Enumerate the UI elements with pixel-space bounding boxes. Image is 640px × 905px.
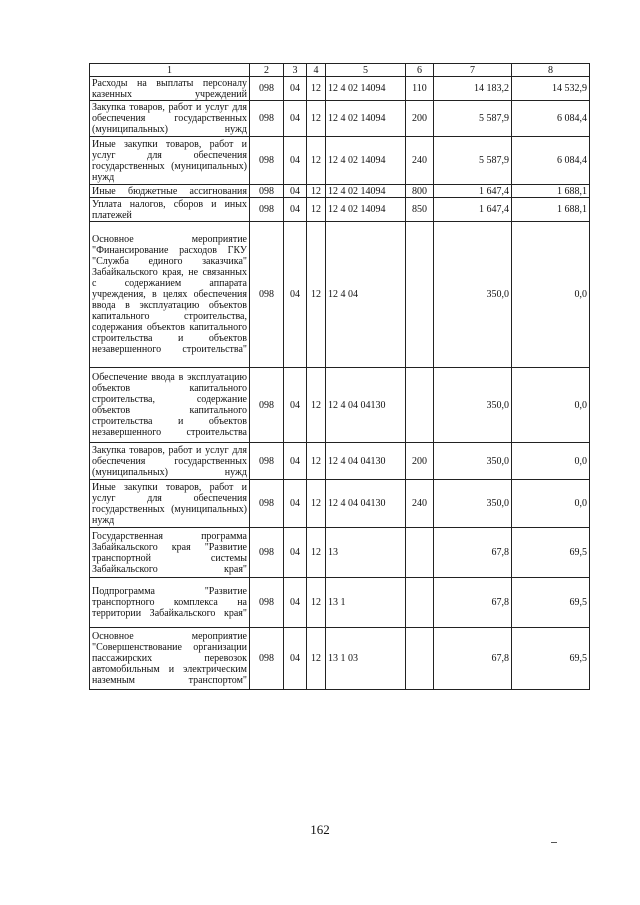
cell-section: 04 — [284, 77, 307, 101]
cell-ministry-code: 098 — [250, 528, 284, 578]
col-header-8: 8 — [512, 64, 590, 77]
cell-target-article: 12 4 04 04130 — [326, 368, 406, 443]
cell-amount-year1: 67,8 — [434, 628, 512, 690]
cell-subsection: 12 — [307, 368, 326, 443]
cell-section: 04 — [284, 101, 307, 137]
cell-ministry-code: 098 — [250, 480, 284, 528]
table-row — [90, 628, 590, 690]
cell-subsection: 12 — [307, 101, 326, 137]
row-description: Закупка товаров, работ и услуг для обеспечения государственных (муниципальных) нужд — [90, 443, 250, 480]
cell-section: 04 — [284, 443, 307, 480]
cell-section: 04 — [284, 528, 307, 578]
cell-section: 04 — [284, 628, 307, 690]
cell-ministry-code: 098 — [250, 101, 284, 137]
cell-amount-year1: 1 647,4 — [434, 185, 512, 198]
col-header-6: 6 — [406, 64, 434, 77]
row-description: Государственная программа Забайкальского края "Развитие транспортной системы Забайкальского края" — [90, 528, 250, 578]
table-row — [90, 528, 590, 578]
table-row — [90, 443, 590, 480]
cell-target-article: 12 4 02 14094 — [326, 198, 406, 222]
cell-expense-type — [406, 578, 434, 628]
table-row — [90, 578, 590, 628]
cell-amount-year2: 1 688,1 — [512, 185, 590, 198]
cell-ministry-code: 098 — [250, 198, 284, 222]
cell-amount-year2: 6 084,4 — [512, 101, 590, 137]
cell-section: 04 — [284, 222, 307, 368]
cell-subsection: 12 — [307, 185, 326, 198]
row-description: Иные бюджетные ассигнования — [90, 185, 250, 198]
row-description: Иные закупки товаров, работ и услуг для обеспечения государственных (муниципальных) нужд — [90, 480, 250, 528]
row-description: Подпрограмма "Развитие транспортного комплекса на территории Забайкальского края" — [90, 578, 250, 628]
cell-subsection: 12 — [307, 137, 326, 185]
table-row — [90, 480, 590, 528]
cell-subsection: 12 — [307, 77, 326, 101]
col-header-2: 2 — [250, 64, 284, 77]
cell-amount-year1: 350,0 — [434, 222, 512, 368]
row-description: Уплата налогов, сборов и иных платежей — [90, 198, 250, 222]
cell-ministry-code: 098 — [250, 443, 284, 480]
cell-amount-year1: 67,8 — [434, 528, 512, 578]
cell-amount-year2: 6 084,4 — [512, 137, 590, 185]
cell-amount-year1: 1 647,4 — [434, 198, 512, 222]
cell-ministry-code: 098 — [250, 222, 284, 368]
col-header-7: 7 — [434, 64, 512, 77]
table-row — [90, 185, 590, 198]
cell-subsection: 12 — [307, 198, 326, 222]
table-row — [90, 77, 590, 101]
table-row — [90, 198, 590, 222]
col-header-5: 5 — [326, 64, 406, 77]
cell-amount-year2: 1 688,1 — [512, 198, 590, 222]
cell-target-article: 12 4 04 — [326, 222, 406, 368]
row-description: Основное мероприятие "Финансирование расходов ГКУ "Служба единого заказчика" Забайкальского края, не связанных с содержанием аппарата учреждения, в целях обеспечения ввода в эксплуатацию объектов капитального строительства, содержания объектов капитального строительства и объектов незавершенного строительства" — [90, 222, 250, 368]
cell-amount-year2: 69,5 — [512, 578, 590, 628]
cell-target-article: 13 1 — [326, 578, 406, 628]
col-header-4: 4 — [307, 64, 326, 77]
cell-target-article: 12 4 02 14094 — [326, 101, 406, 137]
cell-amount-year1: 350,0 — [434, 368, 512, 443]
row-description: Основное мероприятие "Совершенствование организации пассажирских перевозок автомобильным и электрическим наземным транспортом" — [90, 628, 250, 690]
cell-target-article: 12 4 02 14094 — [326, 185, 406, 198]
cell-amount-year2: 0,0 — [512, 368, 590, 443]
cell-ministry-code: 098 — [250, 137, 284, 185]
cell-expense-type — [406, 222, 434, 368]
table-row — [90, 368, 590, 443]
table-row — [90, 101, 590, 137]
cell-ministry-code: 098 — [250, 628, 284, 690]
page-number: 162 — [310, 822, 330, 837]
table-header-row — [90, 64, 590, 77]
cell-amount-year2: 0,0 — [512, 480, 590, 528]
col-header-1: 1 — [90, 64, 250, 77]
cell-amount-year2: 69,5 — [512, 628, 590, 690]
cell-subsection: 12 — [307, 628, 326, 690]
cell-expense-type: 200 — [406, 443, 434, 480]
cell-section: 04 — [284, 185, 307, 198]
cell-section: 04 — [284, 480, 307, 528]
cell-target-article: 12 4 04 04130 — [326, 443, 406, 480]
cell-ministry-code: 098 — [250, 368, 284, 443]
cell-subsection: 12 — [307, 443, 326, 480]
budget-table — [89, 63, 590, 690]
cell-expense-type: 110 — [406, 77, 434, 101]
margin-mark — [551, 842, 557, 843]
row-description: Закупка товаров, работ и услуг для обеспечения государственных (муниципальных) нужд — [90, 101, 250, 137]
cell-target-article: 12 4 02 14094 — [326, 137, 406, 185]
cell-ministry-code: 098 — [250, 185, 284, 198]
cell-amount-year1: 14 183,2 — [434, 77, 512, 101]
cell-expense-type: 240 — [406, 137, 434, 185]
row-description: Иные закупки товаров, работ и услуг для обеспечения государственных (муниципальных) нужд — [90, 137, 250, 185]
row-description: Расходы на выплаты персоналу казенных учреждений — [90, 77, 250, 101]
cell-target-article: 12 4 04 04130 — [326, 480, 406, 528]
cell-amount-year1: 5 587,9 — [434, 137, 512, 185]
cell-expense-type: 240 — [406, 480, 434, 528]
cell-section: 04 — [284, 578, 307, 628]
cell-section: 04 — [284, 137, 307, 185]
cell-subsection: 12 — [307, 528, 326, 578]
cell-expense-type — [406, 628, 434, 690]
cell-expense-type: 850 — [406, 198, 434, 222]
cell-expense-type: 200 — [406, 101, 434, 137]
cell-amount-year2: 69,5 — [512, 528, 590, 578]
row-description: Обеспечение ввода в эксплуатацию объектов капитального строительства, содержание объектов капитального строительства и объектов незавершенного строительства — [90, 368, 250, 443]
cell-subsection: 12 — [307, 480, 326, 528]
cell-amount-year2: 14 532,9 — [512, 77, 590, 101]
cell-expense-type: 800 — [406, 185, 434, 198]
cell-amount-year1: 350,0 — [434, 443, 512, 480]
cell-amount-year2: 0,0 — [512, 443, 590, 480]
col-header-3: 3 — [284, 64, 307, 77]
cell-ministry-code: 098 — [250, 578, 284, 628]
cell-target-article: 13 1 03 — [326, 628, 406, 690]
cell-target-article: 12 4 02 14094 — [326, 77, 406, 101]
cell-section: 04 — [284, 198, 307, 222]
cell-target-article: 13 — [326, 528, 406, 578]
cell-amount-year1: 350,0 — [434, 480, 512, 528]
cell-expense-type — [406, 368, 434, 443]
table-row — [90, 137, 590, 185]
cell-section: 04 — [284, 368, 307, 443]
cell-amount-year1: 67,8 — [434, 578, 512, 628]
cell-amount-year2: 0,0 — [512, 222, 590, 368]
cell-ministry-code: 098 — [250, 77, 284, 101]
cell-subsection: 12 — [307, 222, 326, 368]
cell-expense-type — [406, 528, 434, 578]
cell-amount-year1: 5 587,9 — [434, 101, 512, 137]
cell-subsection: 12 — [307, 578, 326, 628]
table-row — [90, 222, 590, 368]
